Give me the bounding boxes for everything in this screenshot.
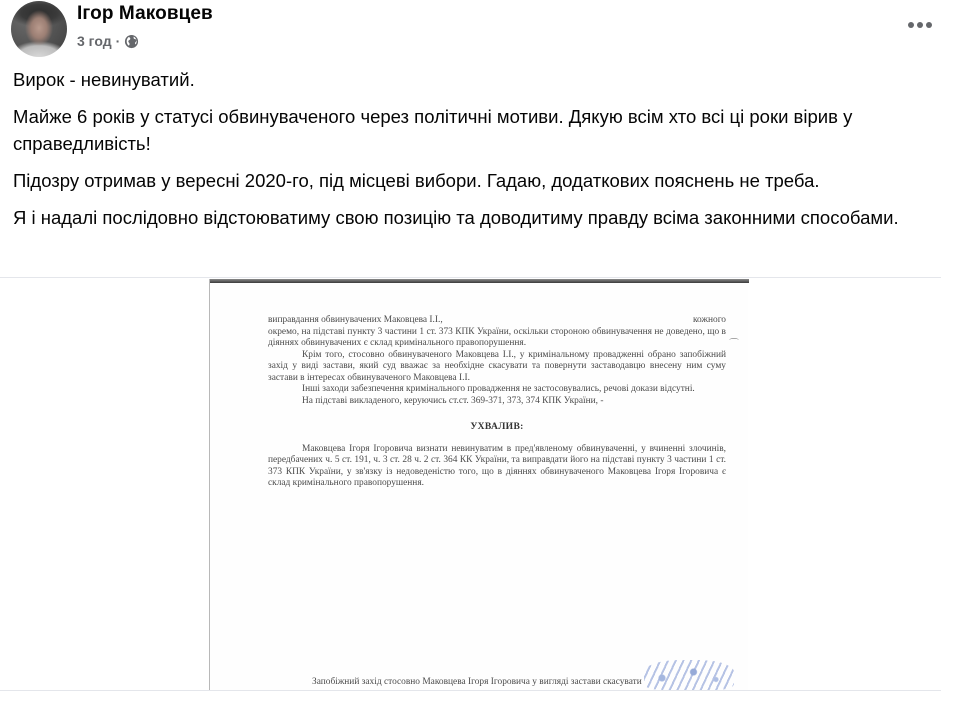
document-text <box>268 315 726 490</box>
scan-top-edge <box>210 279 749 283</box>
more-horizontal-icon <box>926 22 932 28</box>
document-footer-line: Запобіжний захід стосовно Маковцева Ігоря Ігоровича у вигляді застави скасувати <box>312 677 642 687</box>
post-timestamp-link[interactable]: 3 год <box>77 33 112 49</box>
document-heading: УХВАЛИВ: <box>470 421 524 432</box>
document-paragraph: Крім того, стосовно обвинуваченого Маковцева І.І., у кримінальному провадженні обрано запобіжний захід у виді застави, який суд вважає за необхідне скасувати та повернути заставодавцю внесену ним суму застави в інтересах обвинуваченого Маковцева І.І. <box>268 349 726 383</box>
globe-icon[interactable] <box>124 34 139 49</box>
post-meta <box>77 33 139 49</box>
margin-mark: ⌒ <box>729 339 739 350</box>
document-paragraph: На підставі викладеного, керуючись ст.ст. 369-371, 373, 374 КПК України, - <box>302 395 604 406</box>
post-header <box>0 0 972 60</box>
document-paragraph: Інші заходи забезпечення кримінального провадження не застосовувались, речові докази відсутні. <box>302 384 695 394</box>
court-document-scan <box>209 279 748 691</box>
post-paragraph: Я і надалі послідовно відстоюватиму свою позицію та доводитиму правду всіма законними способами. <box>13 207 899 228</box>
document-text-fragment: кожного <box>692 315 726 325</box>
more-horizontal-icon <box>908 22 914 28</box>
document-text-fragment: виправдання обвинувачених Маковцева І.І., <box>268 315 443 325</box>
post-message <box>13 66 933 241</box>
more-horizontal-icon <box>917 22 923 28</box>
document-paragraph: Маковцева Ігоря Ігоровича визнати невинуватим в пред'явленому обвинуваченні, у вчиненні злочинів, передбачених ч. 5 ст. 191, ч. 3 ст. 28 ч. 2 ст. 364 КК України, та виправдати його на підставі пункту 3 частини 1 ст. 373 КПК України, у зв'язку із недоведеністю того, що в діяннях обвинуваченого Маковцева Ігоря Ігоровича є склад кримінального правопорушення. <box>268 443 726 488</box>
meta-separator: · <box>115 33 121 49</box>
post-image[interactable] <box>0 277 941 691</box>
author-avatar[interactable] <box>11 1 67 57</box>
court-stamp <box>644 660 734 690</box>
post-paragraph: Вирок - невинуватий. <box>13 69 195 90</box>
document-paragraph: окремо, на підставі пункту 3 частини 1 ст. 373 КПК України, оскільки стороною обвинувачення не доведено, що в діяннях обвинувачених є склад кримінального правопорушення. <box>268 326 726 348</box>
post-paragraph: Майже 6 років у статусі обвинуваченого через політичні мотиви. Дякую всім хто всі ці роки вірив у справедливість! <box>13 106 853 154</box>
author-name-link[interactable]: Ігор Маковцев <box>77 3 213 24</box>
post-paragraph: Підозру отримав у вересні 2020-го, під місцеві вибори. Гадаю, додаткових пояснень не треба. <box>13 170 820 191</box>
document-line <box>268 315 726 327</box>
post-options-button[interactable] <box>900 10 940 40</box>
